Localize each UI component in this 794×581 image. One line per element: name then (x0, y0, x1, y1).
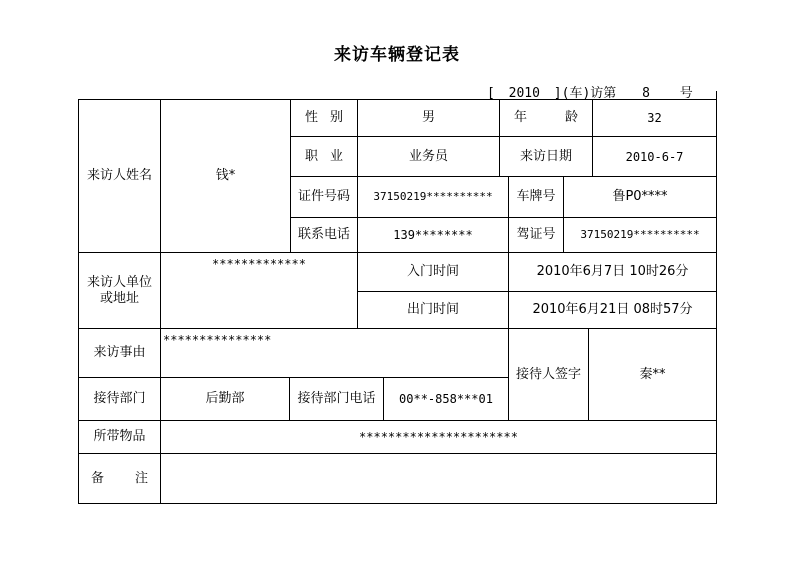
visit-reason-label: 来访事由 (78, 328, 161, 378)
exit-time-label: 出门时间 (357, 291, 509, 329)
occupation-value[interactable]: 业务员 (357, 136, 500, 177)
gender-label: 性 别 (290, 99, 358, 137)
occupation-label: 职 业 (290, 136, 358, 177)
age-value[interactable]: 32 (592, 99, 717, 137)
reception-dept-label: 接待部门 (78, 377, 161, 421)
unit-address-label: 来访人单位 或地址 (78, 252, 161, 329)
visit-reason-value[interactable]: *************** (160, 328, 509, 378)
plate-value[interactable]: 鲁P0**** (563, 176, 717, 218)
id-number-label: 证件号码 (290, 176, 358, 218)
visit-date-value[interactable]: 2010-6-7 (592, 136, 717, 177)
visit-date-label: 来访日期 (499, 136, 593, 177)
license-label: 驾证号 (508, 217, 564, 253)
plate-label: 车牌号 (508, 176, 564, 218)
id-number-value[interactable]: 37150219********** (357, 176, 509, 218)
age-label: 年 龄 (499, 99, 593, 137)
contact-phone-value[interactable]: 139******** (357, 217, 509, 253)
doc-number: 8 (642, 86, 650, 101)
visitor-name-value[interactable]: 钱* (160, 99, 291, 253)
form-title: 来访车辆登记表 (334, 45, 460, 65)
reception-dept-value[interactable]: 后勤部 (160, 377, 290, 421)
remarks-value[interactable] (160, 453, 717, 504)
receiver-sign-label: 接待人签字 (508, 328, 589, 421)
document-number: [ 2010 ](车)访第 8 号 (487, 86, 693, 101)
gender-value[interactable]: 男 (357, 99, 500, 137)
receiver-sign-value[interactable]: 秦** (588, 328, 717, 421)
unit-address-value[interactable]: ************* (160, 252, 358, 329)
entry-time-value[interactable]: 2010年6月7日 10时26分 (508, 252, 717, 292)
entry-time-label: 入门时间 (357, 252, 509, 292)
reception-dept-phone-value[interactable]: 00**-858***01 (383, 377, 509, 421)
doc-year: 2010 (508, 86, 540, 101)
exit-time-value[interactable]: 2010年6月21日 08时57分 (508, 291, 717, 329)
carried-items-label: 所带物品 (78, 420, 161, 454)
remarks-label: 备 注 (78, 453, 161, 504)
contact-phone-label: 联系电话 (290, 217, 358, 253)
reception-dept-phone-label: 接待部门电话 (289, 377, 384, 421)
visitor-name-label: 来访人姓名 (78, 99, 161, 253)
carried-items-value[interactable]: ********************** (160, 420, 717, 454)
license-value[interactable]: 37150219********** (563, 217, 717, 253)
